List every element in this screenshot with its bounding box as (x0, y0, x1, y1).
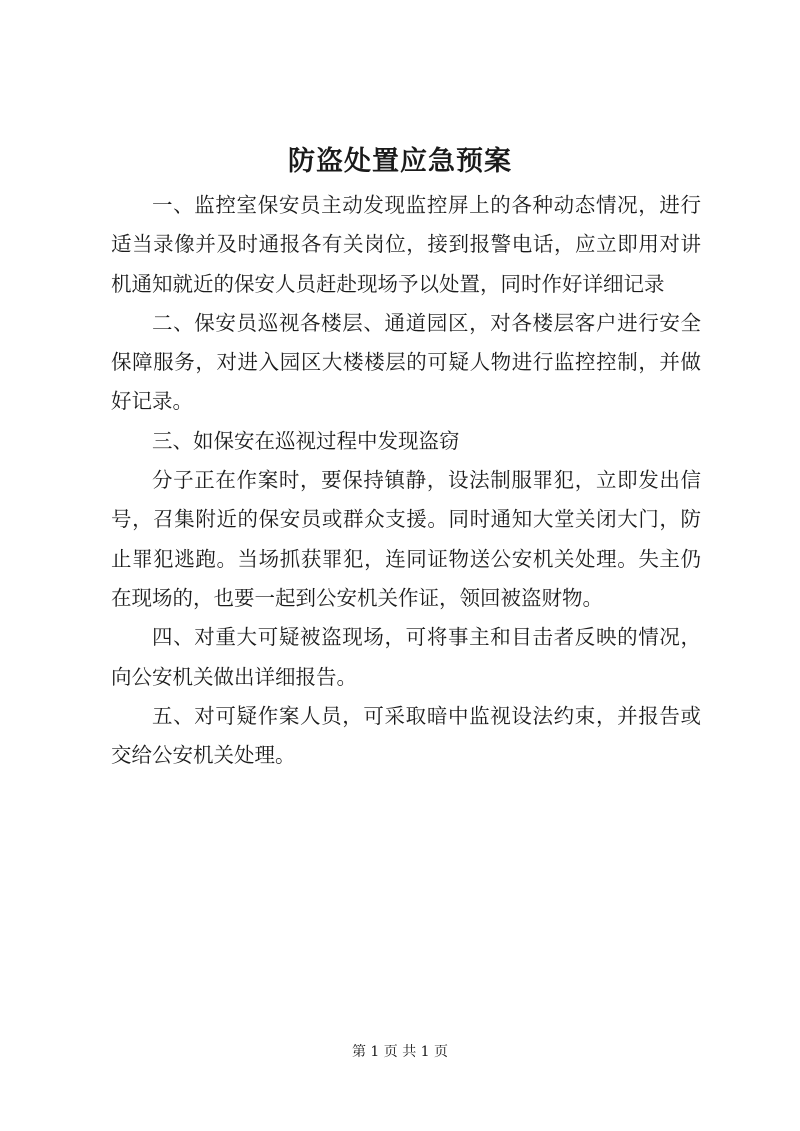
paragraph-3: 三、如保安在巡视过程中发现盗窃 (152, 428, 460, 453)
paragraph-2: 二、保安员巡视各楼层、通道园区，对各楼层客户进行安全保障服务，对进入园区大楼楼层的可疑人物进行监控控制，并做好记录。 (111, 310, 701, 414)
paragraph-4: 分子正在作案时，要保持镇静，设法制服罪犯，立即发出信号，召集附近的保安员或群众支援。同时通知大堂关闭大门，防止罪犯逃跑。当场抓获罪犯，连同证物送公安机关处理。失主仍在现场的，也要一起到公安机关作证，领回被盗财物。 (111, 468, 701, 610)
document-body (111, 186, 701, 775)
paragraph-1: 一、监控室保安员主动发现监控屏上的各种动态情况，进行适当录像并及时通报各有关岗位，接到报警电话，应立即用对讲机通知就近的保安人员赶赴现场予以处置，同时作好详细记录 (111, 193, 701, 296)
paragraph-6: 五、对可疑作案人员，可采取暗中监视设法约束，并报告或交给公安机关处理。 (111, 703, 701, 768)
page-footer: 第 1 页 共 1 页 (351, 1044, 449, 1060)
paragraph-5: 四、对重大可疑被盗现场，可将事主和目击者反映的情况，向公安机关做出详细报告。 (111, 625, 701, 689)
document-title: 防盗处置应急预案 (288, 146, 512, 177)
